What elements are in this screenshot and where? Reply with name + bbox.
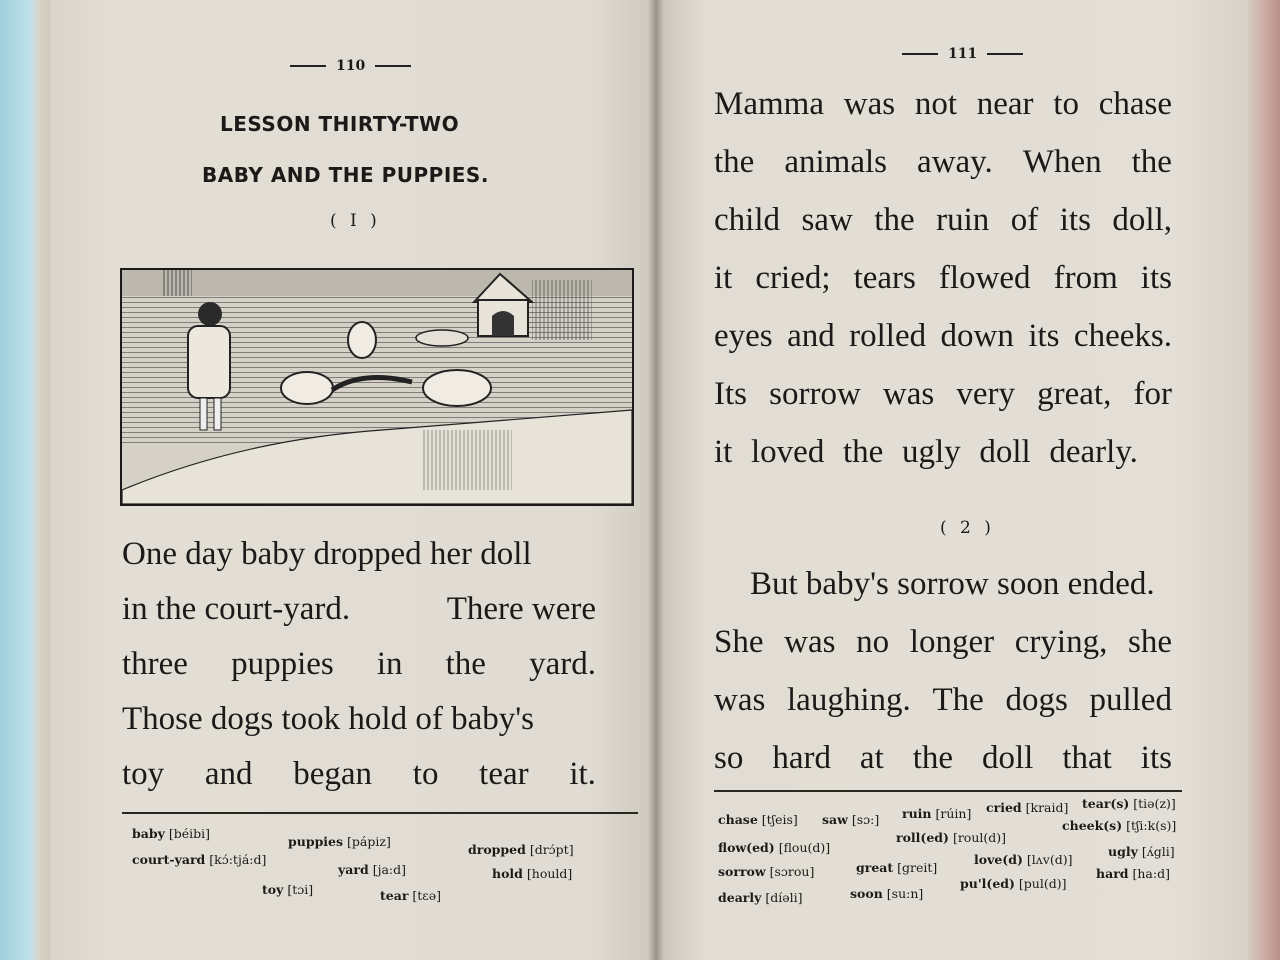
word: and xyxy=(787,318,835,354)
vocab-word: dearly xyxy=(718,890,762,905)
body-line-2 xyxy=(122,591,596,628)
vocab-pronunciation: [su:n] xyxy=(886,886,924,901)
word: in xyxy=(376,646,403,682)
word: she xyxy=(1127,624,1172,660)
vocab-word: tear(s) xyxy=(1082,796,1130,811)
vocab-rolled xyxy=(896,830,1006,845)
word: doll, xyxy=(1112,202,1172,238)
text-segment: in the court-yard. xyxy=(122,591,351,627)
vocab-pronunciation: [ha:d] xyxy=(1132,866,1170,881)
vocab-loved xyxy=(974,852,1073,867)
word: was xyxy=(843,86,896,122)
word: began xyxy=(293,756,373,792)
vocab-word: ugly xyxy=(1108,844,1138,859)
vocab-pronunciation: [tɔi] xyxy=(287,882,314,897)
vocab-dropped xyxy=(468,842,574,857)
word: to xyxy=(1053,86,1079,122)
word: so xyxy=(714,740,744,776)
vocab-word: chase xyxy=(718,812,758,827)
word: eyes xyxy=(714,318,773,354)
vocab-word: toy xyxy=(262,882,284,897)
word: from xyxy=(1053,260,1118,296)
vocab-pronunciation: [roul(d)] xyxy=(952,830,1006,845)
vocab-toy xyxy=(262,882,313,897)
page-number-text: 110 xyxy=(336,58,366,74)
vocab-courtyard xyxy=(132,852,266,867)
word: that xyxy=(1062,740,1112,776)
vocab-chase xyxy=(718,812,798,827)
word: doll xyxy=(982,740,1034,776)
vocab-saw xyxy=(822,812,879,827)
word: at xyxy=(859,740,884,776)
word: longer xyxy=(909,624,995,660)
vocab-hard xyxy=(1096,866,1170,881)
body-line-1 xyxy=(122,536,596,573)
vocab-pronunciation: [pul(d)] xyxy=(1018,876,1067,891)
vocab-baby xyxy=(132,826,210,841)
word: and xyxy=(204,756,253,792)
body-line-r9 xyxy=(714,624,1172,661)
vocab-word: tear xyxy=(380,888,409,903)
book-cover-left-edge xyxy=(0,0,52,960)
word: ugly xyxy=(902,434,961,470)
text-line: One day baby dropped her doll xyxy=(122,536,532,572)
left-page-number xyxy=(280,58,421,74)
vocab-word: roll(ed) xyxy=(896,830,949,845)
word: the xyxy=(874,202,915,238)
word: was xyxy=(714,682,766,718)
word: dearly. xyxy=(1049,434,1138,470)
vocab-word: hard xyxy=(1096,866,1129,881)
word: it xyxy=(714,260,733,296)
word: puppies xyxy=(231,646,334,682)
word: away. xyxy=(917,144,993,180)
word: of xyxy=(1010,202,1039,238)
word: its xyxy=(1140,260,1172,296)
body-line-r2 xyxy=(714,144,1172,181)
body-line-r10 xyxy=(714,682,1172,719)
word: was xyxy=(784,624,836,660)
word: tear xyxy=(479,756,529,792)
vocab-pronunciation: [ja:d] xyxy=(372,862,406,877)
vocab-word: flow(ed) xyxy=(718,840,775,855)
word: yard. xyxy=(529,646,596,682)
word: its xyxy=(1059,202,1091,238)
text-line: Those dogs took hold of baby's xyxy=(122,701,535,737)
word: Its xyxy=(714,376,747,412)
vocab-word: soon xyxy=(850,886,883,901)
divider xyxy=(290,65,326,67)
vocab-ugly xyxy=(1108,844,1175,859)
word: very xyxy=(956,376,1015,412)
word: not xyxy=(914,86,957,122)
vocab-pronunciation: [flou(d)] xyxy=(778,840,831,855)
vocab-hold xyxy=(492,866,572,881)
word: cried; xyxy=(755,260,831,296)
vocab-word: court-yard xyxy=(132,852,206,867)
vocab-pronunciation: [tʃi:k(s)] xyxy=(1126,818,1177,833)
word: saw xyxy=(801,202,853,238)
vocab-pronunciation: [drɔ́pt] xyxy=(529,842,574,857)
vocab-pulled xyxy=(960,876,1066,891)
word: great, xyxy=(1037,376,1112,412)
body-line-r8 xyxy=(750,566,1174,603)
word: it xyxy=(714,434,733,470)
vocab-divider xyxy=(714,790,1182,792)
vocab-great xyxy=(856,860,937,875)
word: dogs xyxy=(1005,682,1068,718)
word: its xyxy=(1028,318,1060,354)
vocab-word: ruin xyxy=(902,806,932,821)
vocab-divider xyxy=(122,812,638,814)
word: laughing. xyxy=(787,682,911,718)
word: tears xyxy=(853,260,916,296)
vocab-word: cried xyxy=(986,800,1022,815)
word: was xyxy=(882,376,935,412)
vocab-sorrow xyxy=(718,864,814,879)
vocab-pronunciation: [tiə(z)] xyxy=(1133,796,1176,811)
book-cover-right-edge xyxy=(1246,0,1280,960)
word: down xyxy=(940,318,1014,354)
right-page xyxy=(656,0,1248,960)
vocab-cried xyxy=(986,800,1068,815)
word: flowed xyxy=(938,260,1031,296)
vocab-pronunciation: [sɔ:] xyxy=(851,812,880,827)
vocab-pronunciation: [greit] xyxy=(897,860,938,875)
word: cheeks. xyxy=(1073,318,1172,354)
word: loved xyxy=(751,434,825,470)
word: the xyxy=(912,740,954,776)
illustration-drawing xyxy=(122,270,632,504)
vocab-pronunciation: [kɔ́:tjá:d] xyxy=(209,852,267,867)
vocab-cheeks xyxy=(1062,818,1176,833)
vocab-word: hold xyxy=(492,866,523,881)
right-page-number xyxy=(892,46,1033,62)
word: the xyxy=(1131,144,1172,180)
word: to xyxy=(412,756,439,792)
vocab-tear xyxy=(380,888,441,903)
word: crying, xyxy=(1014,624,1108,660)
body-line-5 xyxy=(122,756,596,793)
word: toy xyxy=(122,756,165,792)
body-line-r6 xyxy=(714,376,1172,413)
word: near xyxy=(976,86,1034,122)
word: pulled xyxy=(1089,682,1172,718)
word: no xyxy=(856,624,890,660)
vocab-puppies xyxy=(288,834,391,849)
vocab-word: cheek(s) xyxy=(1062,818,1123,833)
word: doll xyxy=(979,434,1031,470)
illustration-baby-and-puppies xyxy=(120,268,634,506)
word: animals xyxy=(784,144,888,180)
body-line-r11 xyxy=(714,740,1172,777)
body-line-r5 xyxy=(714,318,1172,355)
body-line-r7 xyxy=(714,434,1138,471)
vocab-ruin xyxy=(902,806,971,821)
vocab-pronunciation: [lʌv(d)] xyxy=(1026,852,1073,867)
body-line-4 xyxy=(122,701,596,738)
section-label-2: ( 2 ) xyxy=(940,518,995,538)
vocab-word: pu'l(ed) xyxy=(960,876,1015,891)
vocab-pronunciation: [tɛə] xyxy=(412,888,442,903)
vocab-pronunciation: [rúin] xyxy=(935,806,972,821)
vocab-dearly xyxy=(718,890,803,905)
text-line: But baby's sorrow soon ended. xyxy=(750,566,1155,602)
text-segment: There were xyxy=(446,591,596,627)
word: the xyxy=(843,434,884,470)
vocab-word: baby xyxy=(132,826,165,841)
word: Mamma xyxy=(714,86,824,122)
word: child xyxy=(714,202,780,238)
vocab-soon xyxy=(850,886,923,901)
vocab-pronunciation: [tʃeis] xyxy=(761,812,798,827)
vocab-pronunciation: [pápiz] xyxy=(347,834,391,849)
word: The xyxy=(932,682,984,718)
vocab-word: yard xyxy=(338,862,369,877)
word: She xyxy=(714,624,764,660)
body-line-3 xyxy=(122,646,596,683)
word: its xyxy=(1140,740,1172,776)
word: hard xyxy=(772,740,831,776)
vocab-pronunciation: [hould] xyxy=(526,866,573,881)
word: the xyxy=(445,646,486,682)
vocab-word: puppies xyxy=(288,834,344,849)
vocab-word: saw xyxy=(822,812,848,827)
divider xyxy=(375,65,411,67)
vocab-word: dropped xyxy=(468,842,526,857)
vocab-pronunciation: [sɔrou] xyxy=(769,864,815,879)
vocab-word: sorrow xyxy=(718,864,766,879)
section-label: ( I ) xyxy=(330,211,381,231)
word: three xyxy=(122,646,188,682)
vocab-word: love(d) xyxy=(974,852,1023,867)
divider xyxy=(987,53,1023,55)
vocab-pronunciation: [kraid] xyxy=(1025,800,1069,815)
vocab-tears xyxy=(1082,796,1176,811)
divider xyxy=(902,53,938,55)
word: rolled xyxy=(849,318,927,354)
word: it. xyxy=(569,756,596,792)
vocab-pronunciation: [díəli] xyxy=(765,890,803,905)
body-line-r4 xyxy=(714,260,1172,297)
left-page xyxy=(50,0,656,960)
lesson-title: LESSON THIRTY-TWO xyxy=(220,112,460,136)
page-number-text: 111 xyxy=(948,46,978,62)
word: chase xyxy=(1098,86,1172,122)
vocab-flowed xyxy=(718,840,830,855)
vocab-pronunciation: [ʌ́gli] xyxy=(1141,844,1175,859)
vocab-pronunciation: [béibi] xyxy=(168,826,210,841)
vocab-yard xyxy=(338,862,406,877)
word: When xyxy=(1022,144,1102,180)
story-title: BABY AND THE PUPPIES. xyxy=(202,163,489,187)
word: ruin xyxy=(936,202,990,238)
vocab-word: great xyxy=(856,860,894,875)
word: for xyxy=(1133,376,1172,412)
word: sorrow xyxy=(769,376,861,412)
word: the xyxy=(714,144,755,180)
body-line-r1 xyxy=(714,86,1172,123)
body-line-r3 xyxy=(714,202,1172,239)
book-gutter-shadow xyxy=(648,0,664,960)
